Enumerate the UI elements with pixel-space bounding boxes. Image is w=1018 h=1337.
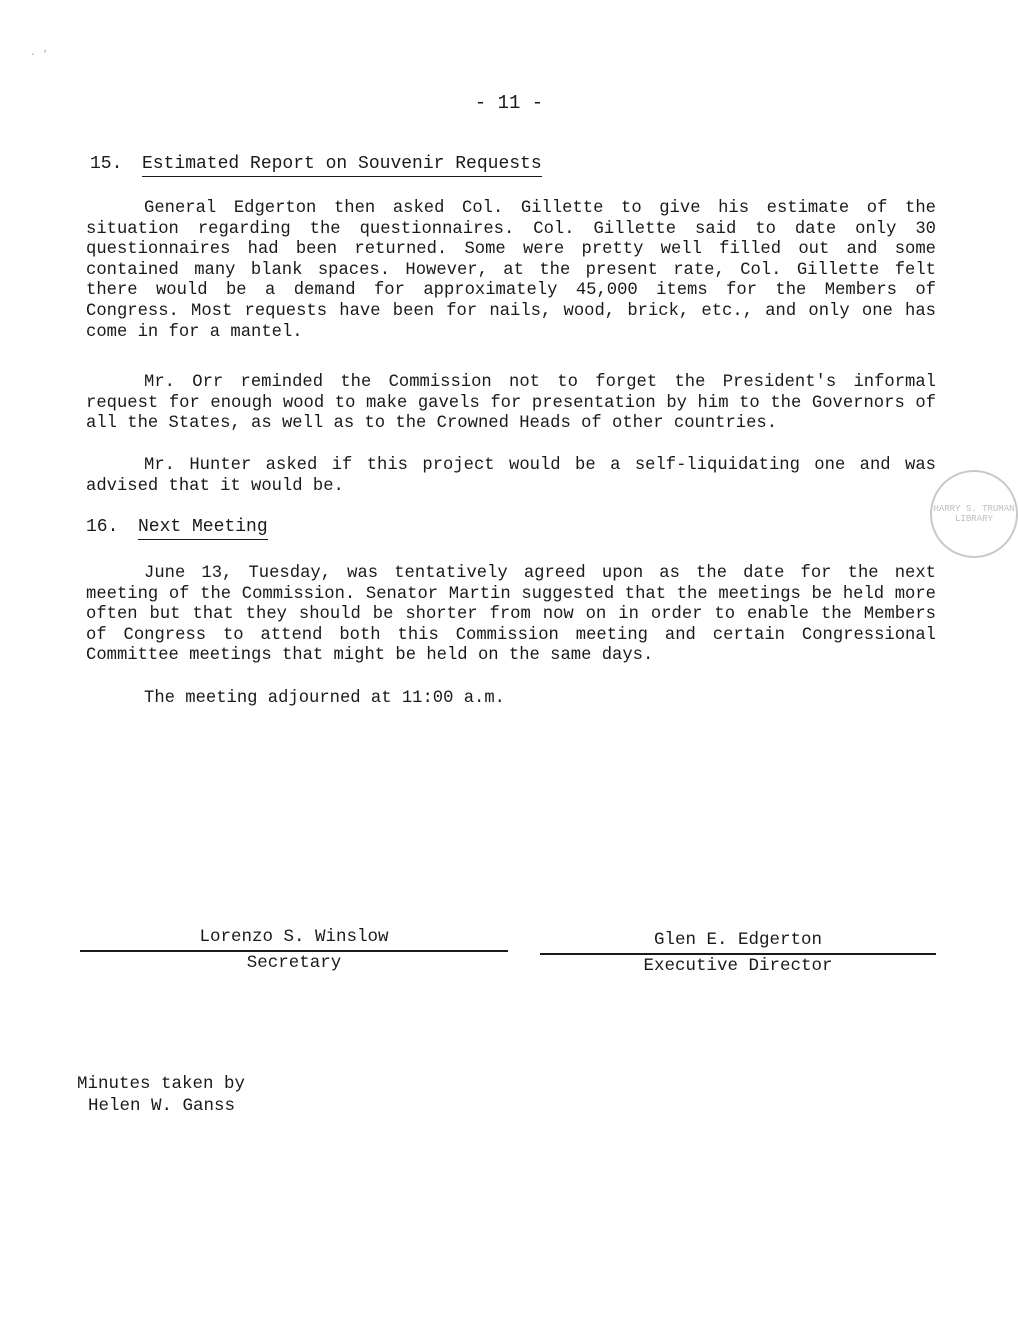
library-stamp bbox=[930, 470, 1018, 558]
stamp-text: HARRY S. TRUMAN LIBRARY bbox=[933, 504, 1015, 524]
paragraph-text: Mr. Hunter asked if this project would be a self-liquidating one and was advised that it would be. bbox=[86, 456, 936, 496]
paragraph bbox=[86, 373, 936, 435]
page-number: - 11 - bbox=[474, 92, 544, 114]
minutes-taken-by bbox=[77, 1073, 245, 1117]
signatory-name: Glen E. Edgerton bbox=[540, 930, 936, 955]
minutes-label: Minutes taken by bbox=[77, 1074, 246, 1094]
signatory-name: Lorenzo S. Winslow bbox=[80, 927, 508, 952]
margin-marks: · ‘ bbox=[30, 50, 49, 61]
section-title: Next Meeting bbox=[138, 517, 268, 540]
paragraph-text: General Edgerton then asked Col. Gillette to give his estimate of the situation regarding the questionnaires. Col. Gillette said to date only 30 questionnaires had been returned. Some were pretty well filled out and some contained many blank spaces. However, at the present rate, Col. Gillette felt there would be a demand for approximately 45,000 items for the Members of Congress. Most requests have been for nails, wood, brick, etc., and only one has come in for a mantel. bbox=[86, 199, 936, 342]
signature-block-secretary bbox=[80, 927, 508, 974]
section-title: Estimated Report on Souvenir Requests bbox=[142, 154, 542, 177]
paragraph bbox=[86, 199, 936, 343]
paragraph-text: Mr. Orr reminded the Commission not to forget the President's informal request for enough wood to make gavels for presentation by him to the Governors of all the States, as well as to the Crowned Heads of other countries. bbox=[86, 373, 936, 434]
section-15-heading bbox=[90, 154, 542, 174]
paragraph bbox=[86, 564, 936, 667]
paragraph bbox=[86, 456, 936, 497]
paragraph bbox=[86, 689, 936, 710]
signatory-title: Executive Director bbox=[643, 956, 833, 976]
paragraph-text: The meeting adjourned at 11:00 a.m. bbox=[144, 689, 505, 708]
signatory-title: Secretary bbox=[246, 953, 342, 973]
section-number: 15. bbox=[90, 154, 123, 174]
section-16-heading bbox=[86, 517, 268, 537]
paragraph-text: June 13, Tuesday, was tentatively agreed upon as the date for the next meeting of the Commission. Senator Martin suggested that the meetings be held more often but that they should be shorter from now on in order to enable the Members of Congress to attend both this Commission meeting and certain Congressional Committee meetings that might be held on the same days. bbox=[86, 564, 936, 666]
section-number: 16. bbox=[86, 517, 119, 537]
minutes-author: Helen W. Ganss bbox=[88, 1096, 236, 1116]
signature-block-director bbox=[540, 930, 936, 977]
